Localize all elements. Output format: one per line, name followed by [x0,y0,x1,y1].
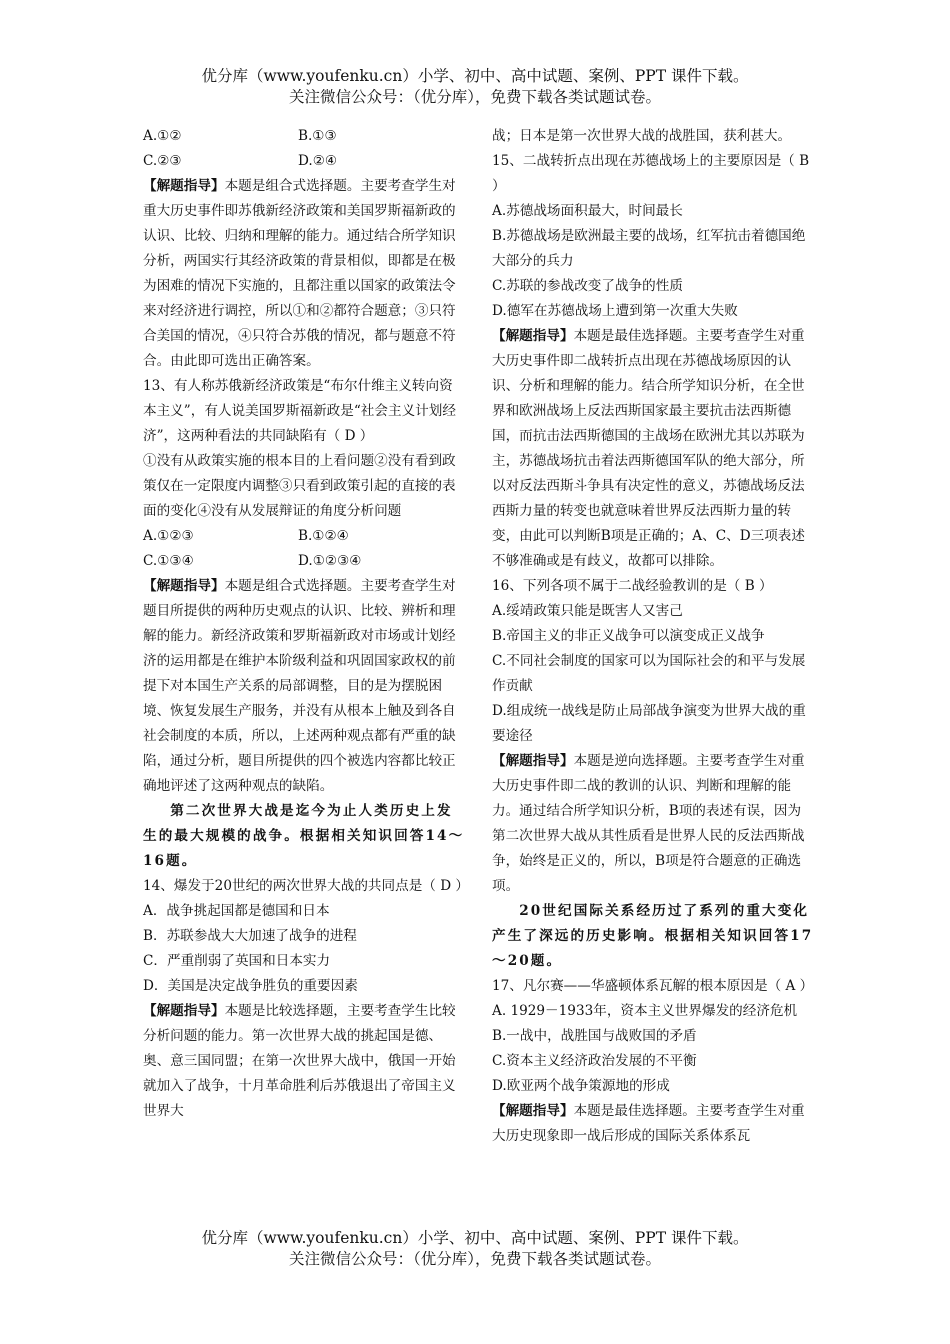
q15-option-c: C.苏联的参战改变了战争的性质 [492,278,683,294]
q12-options-row-1 [143,124,465,149]
q15-guide-text: 本题是最佳选择题。主要考查学生对重大历史事件即二战转折点出现在苏德战场原因的认识、分析和理解的能力。结合所学知识分析，在全世界和欧洲战场上反法西斯国家最主要抗击法西斯德国，而抗击法西斯德国的主战场在欧洲尤其以苏联为主，苏德战场抗击着法西斯德国军队的绝大部分，所以对反法西斯斗争具有决定性的意义，苏德战场反法西斯力量的转变也就意味着世界反法西斯力量的转变，由此可以判断B项是正确的；A、C、D三项表述不够准确或是有歧义，故都可以排除。 [492,328,805,569]
q13-option-d: D.①②③④ [298,553,362,569]
q12-option-c: C.②③ [143,153,182,169]
q14-stem: 14、爆发于20世纪的两次世界大战的共同点是（ D ） [143,878,470,894]
section-intro-17-20: 20世纪国际关系经历过了系列的重大变化产生了深远的历史影响。根据相关知识回答17～20题。 [492,903,814,969]
q16-option-c: C.不同社会制度的国家可以为国际社会的和平与发展作贡献 [492,653,806,694]
q14-option-d: D．美国是决定战争胜负的重要因素 [143,978,358,994]
q12-option-a: A.①② [143,128,182,144]
guide-label: 【解题指导】 [143,178,225,194]
q16-option-a: A.绥靖政策只能是既害人又害己 [492,603,683,619]
q12-guide [143,174,465,374]
q12-options-row-2 [143,149,465,174]
q13-stem: 13、有人称苏俄新经济政策是“布尔什维主义转向资本主义”，有人说美国罗斯福新政是“社会主义计划经济”，这两种看法的共同缺陷有（ D ） [143,378,456,444]
q13-guide [143,574,465,799]
q17-stem: 17、凡尔赛——华盛顿体系瓦解的根本原因是（ A ） [492,978,814,994]
left-column [143,124,470,1124]
q13-option-c: C.①③④ [143,553,194,569]
q14-option-c: C．严重削弱了英国和日本实力 [143,953,331,969]
q16-option-d: D.组成统一战线是防止局部战争演变为世界大战的重要途径 [492,703,806,744]
q17-option-b: B.一战中，战胜国与战败国的矛盾 [492,1028,697,1044]
q17-guide [492,1099,814,1149]
q13-options-row-2 [143,549,465,574]
q12-option-d: D.②④ [298,153,338,169]
q17-guide-text: 本题是最佳选择题。主要考查学生对重大历史现象即一战后形成的国际关系体系瓦 [492,1103,805,1144]
header-line-1: 优分库（www.youfenku.cn）小学、初中、高中试题、案例、PPT 课件下载。 [201,67,749,85]
q13-options-row-1 [143,524,465,549]
q15-stem: 15、二战转折点出现在苏德战场上的主要原因是（ B ） [492,153,810,194]
footer-line-1: 优分库（www.youfenku.cn）小学、初中、高中试题、案例、PPT 课件下载。 [201,1229,749,1247]
q15-option-d: D.德军在苏德战场上遭到第一次重大失败 [492,303,738,319]
q16-stem: 16、下列各项不属于二战经验教训的是（ B ） [492,578,773,594]
q12-guide-text: 本题是组合式选择题。主要考查学生对重大历史事件即苏俄新经济政策和美国罗斯福新政的认识、比较、归纳和理解的能力。通过结合所学知识分析，两国实行其经济政策的背景相似，即都是在极为困难的情况下实施的，且都注重以国家的政策法令来对经济进行调控，所以①和②都符合题意；③只符合美国的情况，④只符合苏俄的情况，都与题意不符合。由此即可选出正确答案。 [143,178,456,369]
q14-guide-continued: 战；日本是第一次世界大战的战胜国，获利甚大。 [492,128,792,144]
q16-option-b: B.帝国主义的非正义战争可以演变成正义战争 [492,628,765,644]
q13-items: ①没有从政策实施的根本目的上看问题②没有看到政策仅在一定限度内调整③只看到政策引起的直接的表面的变化④没有从发展辩证的角度分析问题 [143,453,456,519]
right-column [492,124,814,1149]
header-line-2: 关注微信公众号：（优分库），免费下载各类试题试卷。 [288,88,661,106]
q15-option-a: A.苏德战场面积最大，时间最长 [492,203,683,219]
q17-option-c: C.资本主义经济政治发展的不平衡 [492,1053,697,1069]
q16-guide [492,749,814,899]
q13-guide-text: 本题是组合式选择题。主要考查学生对题目所提供的两种历史观点的认识、比较、辨析和理解的能力。新经济政策和罗斯福新政对市场或计划经济的运用都是在维护本阶级利益和巩固国家政权的前提下对本国生产关系的局部调整，目的是为摆脱困境、恢复发展生产服务，并没有从根本上触及到各自社会制度的本质，所以，上述两种观点都有严重的缺陷，通过分析，题目所提供的四个被选内容都比较正确地评述了这两种观点的缺陷。 [143,578,456,794]
guide-label: 【解题指导】 [492,1103,574,1119]
guide-label: 【解题指导】 [143,1003,225,1019]
q17-option-a: A. 1929－1933年，资本主义世界爆发的经济危机 [492,1003,798,1019]
q16-guide-text: 本题是逆向选择题。主要考查学生对重大历史事件即二战的教训的认识、判断和理解的能力。通过结合所学知识分析，B项的表述有误，因为第二次世界大战从其性质看是世界人民的反法西斯战争，始终是正义的，所以，B项是符合题意的正确选项。 [492,753,805,894]
guide-label: 【解题指导】 [143,578,225,594]
footer-line-2: 关注微信公众号：（优分库），免费下载各类试题试卷。 [288,1250,661,1268]
q12-option-b: B.①③ [298,128,337,144]
section-intro-14-16: 第二次世界大战是迄今为止人类历史上发生的最大规模的战争。根据相关知识回答14～16题。 [143,803,465,869]
page-footer [0,1228,950,1270]
q13-option-a: A.①②③ [143,528,194,544]
q14-guide-text: 本题是比较选择题，主要考查学生比较分析问题的能力。第一次世界大战的挑起国是德、奥、意三国同盟；在第一次世界大战中，俄国一开始就加入了战争，十月革命胜利后苏俄退出了帝国主义世界大 [143,1003,456,1119]
guide-label: 【解题指导】 [492,753,574,769]
q15-option-b: B.苏德战场是欧洲最主要的战场，红军抗击着德国绝大部分的兵力 [492,228,806,269]
q15-guide [492,324,814,574]
q14-option-b: B．苏联参战大大加速了战争的进程 [143,928,357,944]
q14-option-a: A．战争挑起国都是德国和日本 [143,903,330,919]
q17-option-d: D.欧亚两个战争策源地的形成 [492,1078,670,1094]
q14-guide [143,999,465,1124]
guide-label: 【解题指导】 [492,328,574,344]
page-header [0,66,950,108]
q13-option-b: B.①②④ [298,528,349,544]
